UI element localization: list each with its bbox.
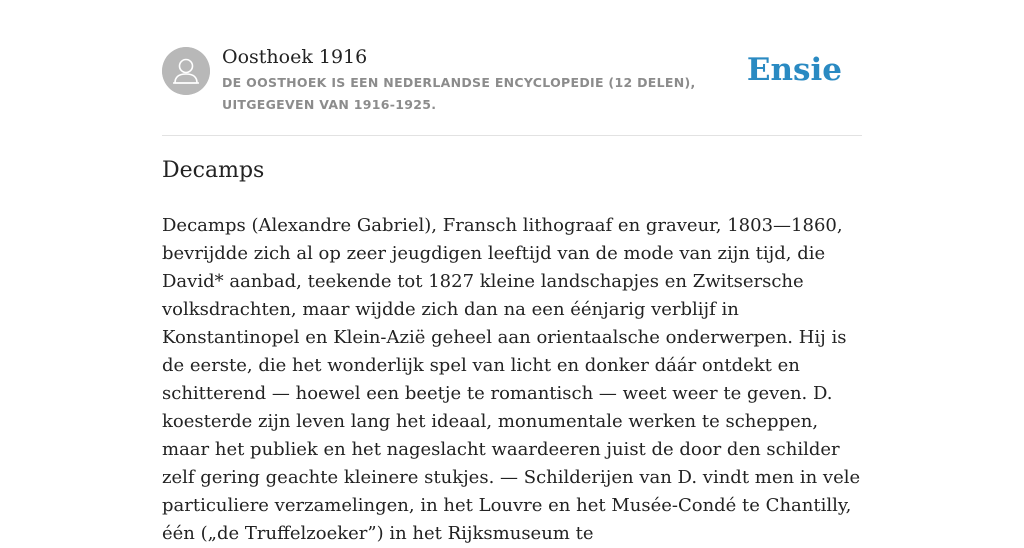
avatar[interactable] — [162, 47, 210, 95]
source-description: DE OOSTHOEK IS EEN NEDERLANDSE ENCYCLOPEDIE (12 DELEN), UITGEGEVEN VAN 1916-1925. — [222, 75, 696, 112]
source-header — [162, 45, 862, 136]
entry-body-text: Decamps (Alexandre Gabriel), Fransch lithograaf en graveur, 1803—1860, bevrijdde zich al op zeer jeugdigen leeftijd van de mode van zijn tijd, die David* aanbad, teekende tot 1827 kleine landschapjes en Zwitsersche volksdrachten, maar wijdde zich dan na een éénjarig verblijf in Konstantinopel en Klein-Azië geheel aan orientaalsche onderwerpen. Hij is de eerste, die het wonderlijk spel van licht en donker dáár ontdekt en schitterend — hoewel een beetje te romantisch — weet weer te geven. D. koesterde zijn leven lang het ideaal, monumentale werken te scheppen, maar het publiek en het nageslacht waardeeren juist de door den schilder zelf gering geachte kleinere stukjes. — Schilderijen van D. vindt men in vele particuliere verzamelingen, in het Louvre en het Musée-Condé te Chantilly, één („de Truffelzoeker”) in het Rijksmuseum te — [162, 215, 861, 544]
source-title-link[interactable]: Oosthoek 1916 — [222, 46, 368, 68]
user-icon — [162, 47, 210, 95]
entry-title: Decamps — [162, 158, 265, 183]
ensie-logo[interactable]: Ensie — [746, 52, 842, 88]
